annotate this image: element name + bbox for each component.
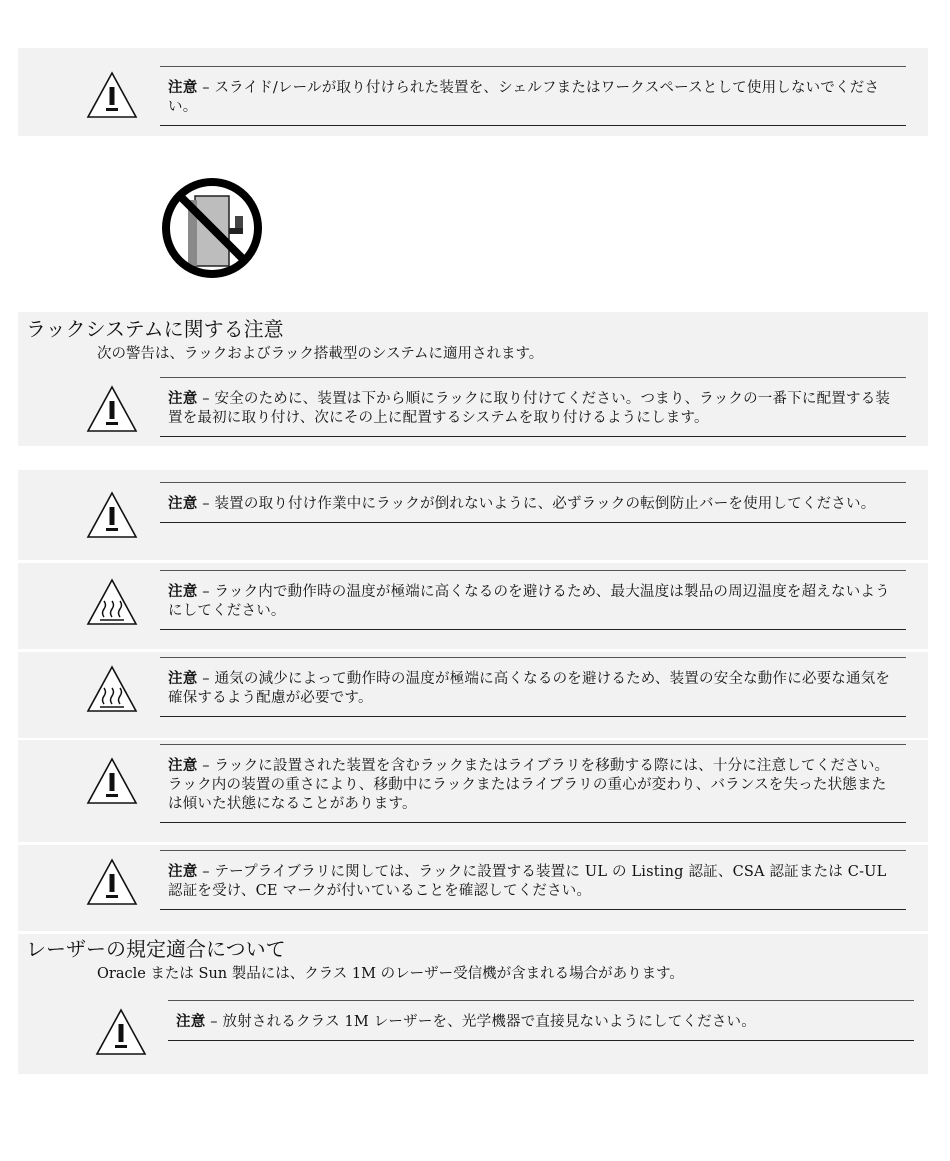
caution-text: – 通気の減少によって動作時の温度が極端に高くなるのを避けるため、装置の安全な動作に必要な通気を確保するよう配慮が必要です。 — [168, 671, 891, 706]
hot-surface-icon — [85, 577, 139, 627]
caution-text: – 安全のために、装置は下から順にラックに取り付けてください。つまり、ラックの一番下に配置する装置を最初に取り付け、次にその上に配置するシステムを取り付けるようにします。 — [168, 391, 891, 426]
caution-label: 注意 — [168, 757, 198, 774]
section-heading: レーザーの規定適合について — [26, 937, 286, 961]
caution-label: 注意 — [168, 863, 198, 880]
section-intro: 次の警告は、ラックおよびラック搭載型のシステムに適用されます。 — [97, 346, 544, 362]
hot-surface-icon — [85, 664, 139, 714]
caution-text: – テープライブラリに関しては、ラックに設置する装置に UL の Listing 認証、CSA 認証または C-UL 認証を受け、CE マークが付いていることを確認してください。 — [168, 864, 887, 899]
caution-block — [160, 657, 906, 717]
warning-exclamation-icon — [85, 70, 139, 120]
no-shelf-prohibition-icon — [160, 176, 264, 280]
caution-block — [160, 744, 906, 823]
section-intro: Oracle または Sun 製品には、クラス 1M のレーザー受信機が含まれる場合があります。 — [97, 966, 684, 982]
caution-label: 注意 — [168, 495, 198, 512]
warning-exclamation-icon — [85, 756, 139, 806]
caution-block — [160, 377, 906, 437]
warning-exclamation-icon — [85, 857, 139, 907]
caution-label: 注意 — [168, 670, 198, 687]
caution-text: – ラック内で動作時の温度が極端に高くなるのを避けるため、最大温度は製品の周辺温度を超えないようにしてください。 — [168, 584, 890, 619]
caution-block — [160, 66, 906, 126]
caution-block — [168, 1000, 914, 1041]
caution-block — [160, 850, 906, 910]
caution-text: – ラックに設置された装置を含むラックまたはライブラリを移動する際には、十分に注意してください。ラック内の装置の重さにより、移動中にラックまたはライブラリの重心が変わり、バランスを失った状態または傾いた状態になることがあります。 — [168, 758, 890, 812]
warning-exclamation-icon — [94, 1007, 148, 1057]
caution-label: 注意 — [168, 79, 198, 96]
caution-label: 注意 — [168, 390, 198, 407]
warning-exclamation-icon — [85, 384, 139, 434]
warning-exclamation-icon — [85, 490, 139, 540]
caution-label: 注意 — [176, 1013, 206, 1030]
section-heading: ラックシステムに関する注意 — [26, 317, 284, 341]
caution-block — [160, 482, 906, 523]
caution-block — [160, 570, 906, 630]
caution-text: – 放射されるクラス 1M レーザーを、光学機器で直接見ないようにしてください。 — [205, 1014, 756, 1030]
caution-text: – スライド/レールが取り付けられた装置を、シェルフまたはワークスペースとして使用しないでください。 — [168, 80, 880, 115]
caution-label: 注意 — [168, 583, 198, 600]
caution-text: – 装置の取り付け作業中にラックが倒れないように、必ずラックの転倒防止バーを使用してください。 — [197, 496, 876, 512]
